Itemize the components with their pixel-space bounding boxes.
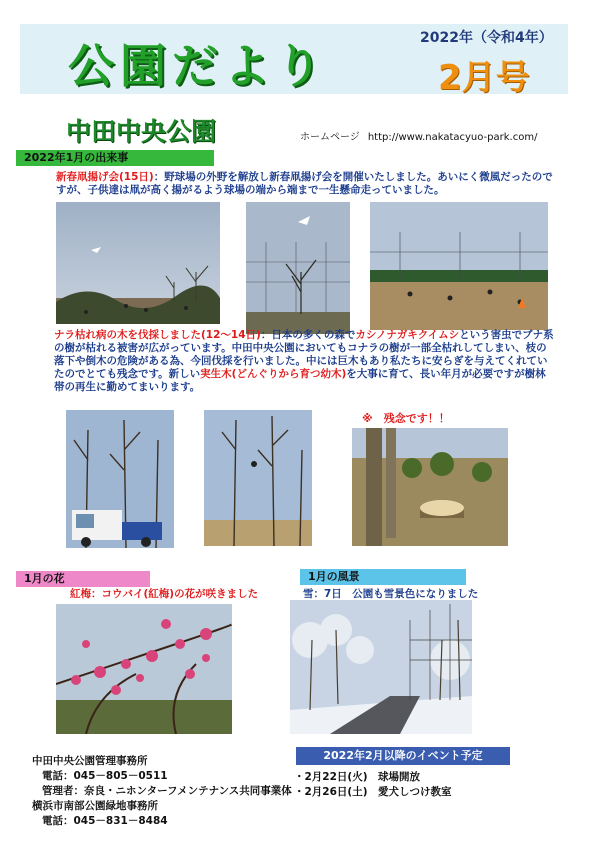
events-heading: 2022年1月の出来事 [16,150,214,166]
oak-body-3: を大事に育て、長い年月が必要ですが樹林帯の再生に勤めてまいります。 [54,368,546,393]
office-tel: 電話：045－805－0511 [42,770,168,782]
kite-photo-2 [246,202,350,334]
homepage-link[interactable]: http://www.nakatacyuo-park.com/ [367,132,538,143]
oak-title: ナラ枯れ病の木を伐採しました(12～14日) [54,329,261,341]
upcoming-list [294,770,452,800]
oak-body-1: ：日本の多くの森で [260,329,356,341]
bureau-name: 横浜市南部公園緑地事務所 [32,800,158,812]
office-manager: 管理者：奈良・ニホンターフメンテナンス共同事業体 [42,785,292,797]
felling-photo-2 [204,410,312,546]
snow-scene-photo [290,600,472,734]
flower-heading: 1月の花 [16,571,150,587]
kite-title: 新春凧揚げ会(15日) [56,171,154,183]
kite-photo-3 [370,202,548,330]
oak-seedling: 実生木(どんぐりから育つ幼木) [200,368,347,380]
upcoming-heading: 2022年2月以降のイベント予定 [296,747,510,765]
stump-photo [352,428,508,546]
upcoming-item: ・2月26日(土) 愛犬しつけ教室 [294,786,452,798]
kite-body: ：野球場の外野を解放し新春凧揚げ会を開催いたしました。あいにく微風だったのですが、子供達は凧が高く揚がるよう球場の端から端まで一生懸命走っていました。 [56,171,553,196]
flower-caption: 紅梅：コウバイ(紅梅)の花が咲きました [70,588,259,600]
issue-month: 2月号 [438,58,530,98]
office-name: 中田中央公園管理事務所 [32,755,148,767]
office-info [32,754,292,829]
scene-caption: 雪：7日 公園も雪景色になりました [303,588,479,600]
issue-year: 2022年（令和4年） [420,30,553,46]
homepage-line [300,128,537,143]
park-name: 中田中央公園 [66,117,217,146]
oak-paragraph [54,329,554,394]
plum-blossom-photo [56,604,232,734]
bureau-tel: 電話：045－831－8484 [42,815,168,827]
homepage-label: ホームページ [300,132,360,143]
oak-pest: カシノナガキクイムシ [355,329,460,341]
upcoming-item: ・2月22日(火) 球場開放 [294,771,421,783]
kite-paragraph [56,171,556,197]
felling-photo-1 [66,410,174,548]
newsletter-title: 公園だより [68,39,328,93]
oak-body-2: という害虫でブナ系の樹が枯れる被害が広がっています。中田中央公園においてもコナラの樹が一部全枯れしてしまい、枝の落下や倒木の危険がある為、今回伐採を行いました。中には巨木もあり私たちに安らぎを与えてくれていたのでとても残念です。新しい [54,329,554,380]
scene-heading: 1月の風景 [300,569,466,585]
kite-photo-1 [56,202,220,324]
regret-note: ※ 残念です！！ [362,412,450,425]
